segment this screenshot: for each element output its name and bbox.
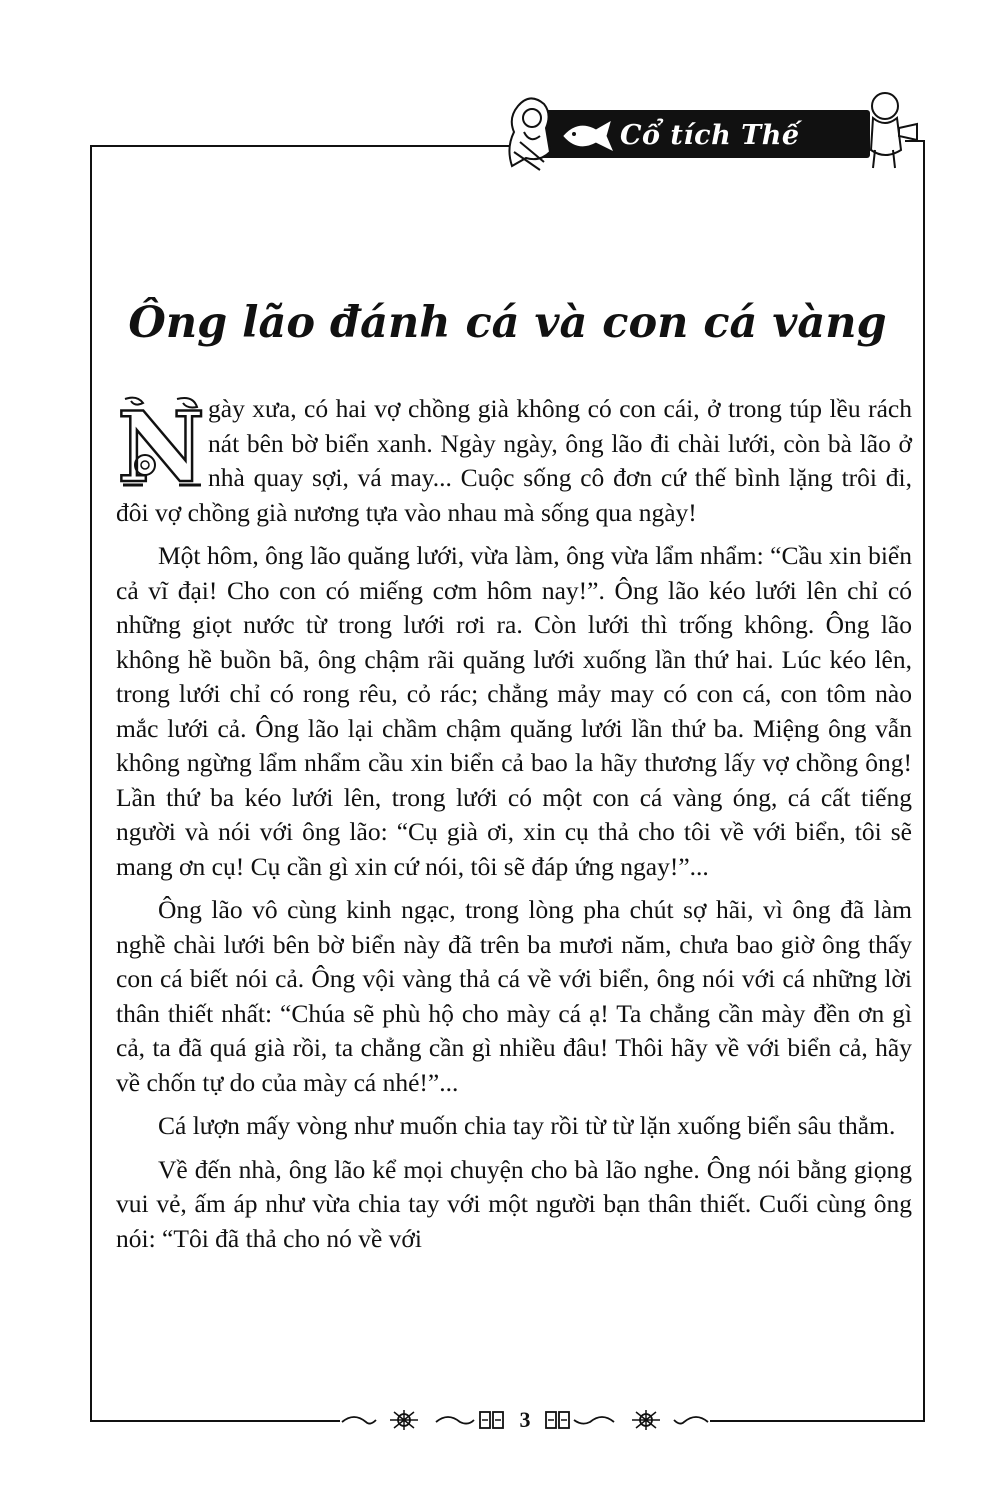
frame-bottom-border-right [710,1420,925,1422]
paragraph-3: Ông lão vô cùng kinh ngạc, trong lòng pha chút sợ hãi, vì ông đã làm nghề chài lưới bên bờ biển này đã trên ba mươi năm, chưa bao giờ ông thấy con cá biết nói cả. Ông vội vàng thả cá về với biển, ông nói với cá những lời thân thiết nhất: “Chúa sẽ phù hộ cho mày cá ạ! Ta chẳng cần mày đền ơn gì cả, ta đã quá già rồi, ta chẳng cần gì nhiều đâu! Thôi hãy về với biển cả, hãy về chốn tự do của mày cá nhé!”... [116,895,912,1097]
series-banner [500,88,920,191]
page-number: 3 [519,1407,531,1432]
frame-right-border [923,140,925,1420]
paragraph-4: Cá lượn mấy vòng như muốn chia tay rồi từ từ lặn xuống biển sâu thẳm. [158,1111,896,1140]
story-body [116,392,912,1265]
story-title: Ông lão đánh cá và con cá vàng [128,298,887,348]
footer-flourish-right-icon [542,1408,710,1432]
footer-flourish-left-icon [340,1408,508,1432]
paragraph-1 [116,392,912,530]
fish-illustration-icon [560,116,616,156]
series-label: Cổ tích Thế giới [620,120,800,191]
frame-bottom-border-left [90,1420,340,1422]
paragraph-1-text: gày xưa, có hai vợ chồng già không có con cái, ở trong túp lều rách nát bên bờ biển xanh. Ngày ngày, ông lão đi chài lưới, còn bà lão ở nhà quay sợi, vá may... Cuộc sống cô đơn cứ thế bình lặng trôi đi, đôi vợ chồng già nương tựa vào nhau mà sống qua ngày! [116,394,912,527]
paragraph-2: Một hôm, ông lão quăng lưới, vừa làm, ông vừa lẩm nhẩm: “Cầu xin biển cả vĩ đại! Cho con có miếng cơm hôm nay!”. Ông lão kéo lưới lên chỉ có những giọt nước từ trong lưới rơi ra. Còn lưới thì trống không. Ông lão không hề buồn bã, ông chậm rãi quăng lưới xuống lần thứ hai. Lúc kéo lên, trong lưới chỉ có rong rêu, cỏ rác; chẳng mảy may có con cá, con tôm nào mắc lưới cả. Ông lão lại chầm chậm quăng lưới lần thứ ba. Miệng ông vẫn không ngừng lẩm nhẩm cầu xin biển cả bao la hãy thương lấy vợ chồng ông! Lần thứ ba kéo lưới lên, trong lưới có một con cá vàng óng, cá cất tiếng người và nói với ông lão: “Cụ già ơi, xin cụ thả cho tôi về với biển, tôi sẽ mang ơn cụ! Cụ cần gì xin cứ nói, tôi sẽ đáp ứng ngay!”... [116,541,912,881]
old-woman-illustration-icon [500,92,562,176]
paragraph-5: Về đến nhà, ông lão kể mọi chuyện cho bà lão nghe. Ông nói bằng giọng vui vẻ, ấm áp như vừa chia tay với một người bạn thân thiết. Cuối cùng ông nói: “Tôi đã thả cho nó về với [116,1154,912,1253]
fisherman-illustration-icon [855,88,921,176]
footer-ornament [340,1402,710,1438]
frame-left-border [90,145,92,1420]
dropcap-letter: N [117,393,205,493]
frame-top-border [90,145,510,147]
